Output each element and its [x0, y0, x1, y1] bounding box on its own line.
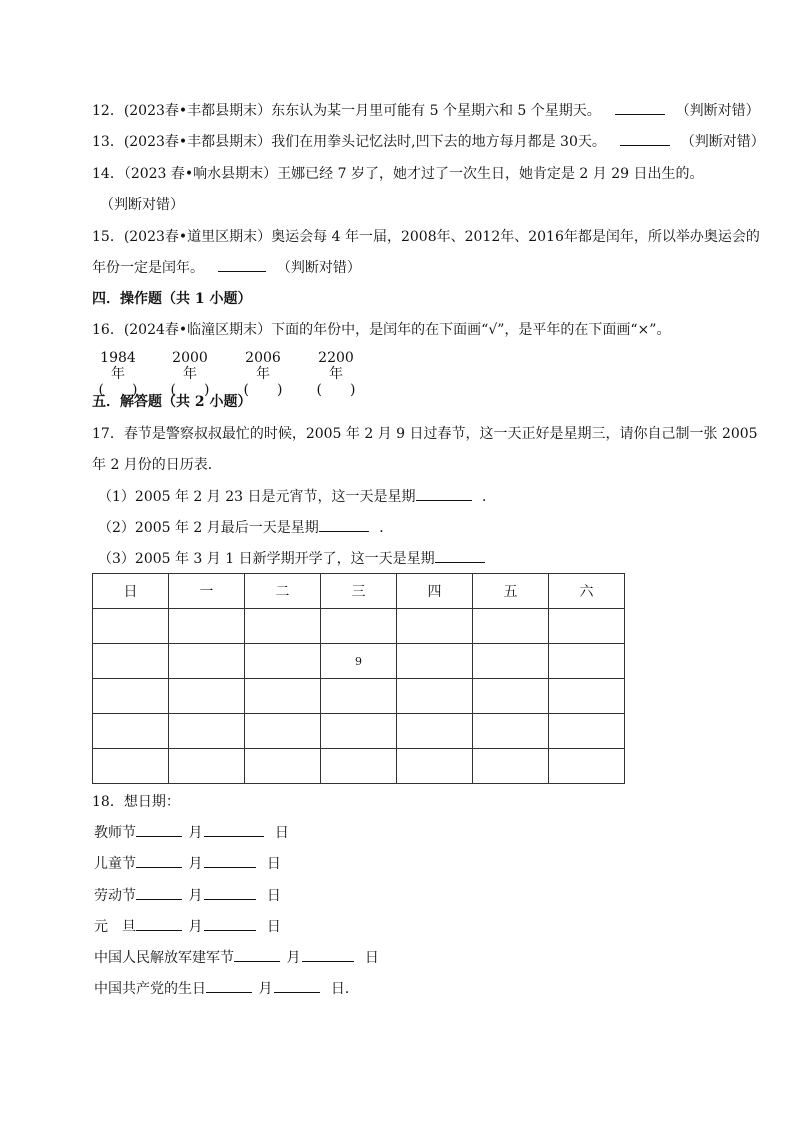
calendar-cell[interactable]: [321, 714, 397, 749]
calendar-week-row: [93, 609, 625, 644]
calendar-cell[interactable]: [397, 714, 473, 749]
holiday-name: 劳动节: [94, 888, 136, 904]
question-17-sub1: [98, 488, 496, 506]
day-blank[interactable]: [204, 918, 256, 931]
calendar-cell[interactable]: [473, 679, 549, 714]
question-16: 16．(2024春•临潼区期末）下面的年份中，是闰年的在下面画“√”，是平年的在下面画“×”。: [92, 322, 671, 338]
weekday-header: 一: [169, 574, 245, 609]
year-item: [164, 350, 216, 398]
calendar-cell[interactable]: [473, 644, 549, 679]
answer-parentheses[interactable]: ( ): [170, 382, 210, 398]
calendar-cell[interactable]: [245, 644, 321, 679]
year-item: [92, 350, 144, 398]
calendar-cell[interactable]: [93, 609, 169, 644]
calendar-cell[interactable]: [473, 609, 549, 644]
answer-blank[interactable]: [416, 488, 472, 501]
month-blank[interactable]: [136, 887, 182, 900]
calendar-cell[interactable]: [245, 679, 321, 714]
calendar-cell[interactable]: [321, 609, 397, 644]
day-blank[interactable]: [204, 824, 264, 837]
section-heading-4: 四．操作题（共 1 小题）: [92, 291, 252, 307]
question-17-line2: 年 2 月份的日历表．: [92, 457, 222, 473]
day-blank[interactable]: [302, 949, 354, 962]
calendar-cell[interactable]: [245, 749, 321, 784]
weekday-header: 五: [473, 574, 549, 609]
answer-blank[interactable]: [615, 102, 665, 115]
calendar-cell[interactable]: [169, 644, 245, 679]
question-13-text: 13．(2023春•丰都县期末）我们在用拳头记忆法时,凹下去的地方每月都是 30天。: [92, 134, 606, 150]
day-label: 日: [266, 888, 281, 904]
calendar-week-row: [93, 749, 625, 784]
date-item-labor-day: [94, 887, 281, 905]
month-blank[interactable]: [234, 949, 280, 962]
day-blank[interactable]: [204, 855, 256, 868]
calendar-cell[interactable]: [169, 679, 245, 714]
date-item-party-birthday: [94, 980, 359, 998]
day-blank[interactable]: [204, 887, 256, 900]
answer-blank[interactable]: [319, 519, 369, 532]
calendar-cell[interactable]: [549, 644, 625, 679]
answer-parentheses[interactable]: ( ): [243, 382, 283, 398]
question-15-line2: [92, 259, 361, 277]
calendar-cell[interactable]: [473, 749, 549, 784]
year-label: 1984 年: [100, 350, 136, 382]
month-blank[interactable]: [136, 918, 182, 931]
holiday-name: 元 旦: [94, 919, 136, 935]
calendar-cell[interactable]: [397, 609, 473, 644]
weekday-header: 三: [321, 574, 397, 609]
year-label: 2000 年: [172, 350, 208, 382]
judge-hint: （判断对错）: [276, 260, 361, 276]
calendar-cell[interactable]: [169, 714, 245, 749]
question-17-sub2: [98, 519, 393, 537]
calendar-cell[interactable]: [397, 679, 473, 714]
day-label: 日: [364, 950, 379, 966]
calendar-cell[interactable]: [549, 714, 625, 749]
question-18-title: 18．想日期：: [92, 794, 180, 810]
day-blank[interactable]: [274, 980, 320, 993]
sub-question-text: （1）2005 年 2 月 23 日是元宵节，这一天是星期: [98, 489, 416, 505]
holiday-name: 中国共产党的生日: [94, 981, 206, 997]
answer-blank[interactable]: [620, 133, 670, 146]
calendar-week-row: [93, 714, 625, 749]
question-17-line1: 17．春节是警察叔叔最忙的时候，2005 年 2 月 9 日过春节，这一天正好是星期三，请你自己制一张 2005: [92, 426, 758, 442]
holiday-name: 儿童节: [94, 856, 136, 872]
date-item-army-day: [94, 949, 379, 967]
answer-parentheses[interactable]: ( ): [316, 382, 356, 398]
weekday-header: 六: [549, 574, 625, 609]
calendar-cell[interactable]: [321, 679, 397, 714]
weekday-header: 日: [93, 574, 169, 609]
month-label: 月: [188, 919, 203, 935]
sub-question-text: （2）2005 年 2 月最后一天是星期: [98, 520, 319, 536]
calendar-cell[interactable]: [93, 644, 169, 679]
calendar-cell[interactable]: [549, 749, 625, 784]
date-item-childrens-day: [94, 855, 281, 873]
day-label: 日．: [330, 981, 359, 997]
month-label: 月: [188, 888, 203, 904]
question-12: [92, 102, 760, 120]
calendar-table: [92, 573, 625, 784]
year-item: [310, 350, 362, 398]
question-14-line1: 14．（2023 春•响水县期末）王娜已经 7 岁了，她才过了一次生日，她肯定是 2 月 29 日出生的。: [92, 166, 704, 182]
month-blank[interactable]: [136, 855, 182, 868]
month-label: 月: [258, 981, 273, 997]
question-15-line1: 15．(2023春•道里区期末）奥运会每 4 年一届，2008年、2012年、2016年都是闰年，所以举办奥运会的: [92, 229, 760, 245]
year-label: 2200 年: [318, 350, 354, 382]
calendar-cell[interactable]: [93, 679, 169, 714]
judge-hint: （判断对错）: [675, 103, 760, 119]
month-label: 月: [188, 856, 203, 872]
calendar-week-row: [93, 644, 625, 679]
day-label: 日: [274, 825, 289, 841]
calendar-header-row: [93, 574, 625, 609]
date-item-teachers-day: [94, 824, 289, 842]
year-item: [237, 350, 289, 398]
sub-question-text: （3）2005 年 3 月 1 日新学期开学了，这一天是星期: [98, 551, 435, 567]
section-heading-5: 五．解答题（共 2 小题）: [92, 394, 252, 410]
day-label: 日: [266, 856, 281, 872]
calendar-cell-given: 9: [321, 644, 397, 679]
calendar-cell[interactable]: [321, 749, 397, 784]
answer-blank[interactable]: [435, 550, 485, 563]
period: ．: [379, 520, 394, 536]
calendar-cell[interactable]: [245, 609, 321, 644]
holiday-name: 中国人民解放军建军节: [94, 950, 234, 966]
calendar-cell[interactable]: [549, 609, 625, 644]
judge-hint: （判断对错）: [680, 134, 765, 150]
calendar-cell[interactable]: [169, 749, 245, 784]
month-label: 月: [188, 825, 203, 841]
calendar-cell[interactable]: [549, 679, 625, 714]
year-label: 2006 年: [245, 350, 281, 382]
calendar-cell[interactable]: [93, 749, 169, 784]
date-item-new-year: [94, 918, 281, 936]
month-blank[interactable]: [206, 980, 252, 993]
calendar-cell[interactable]: [397, 749, 473, 784]
calendar-cell[interactable]: [245, 714, 321, 749]
period: ．: [481, 489, 496, 505]
month-label: 月: [286, 950, 301, 966]
question-13: [92, 133, 765, 151]
question-15-text: 年份一定是闰年。: [92, 260, 204, 276]
question-12-text: 12．(2023春•丰都县期末）东东认为某一月里可能有 5 个星期六和 5 个星期天。: [92, 103, 601, 119]
day-label: 日: [266, 919, 281, 935]
question-14-line2: （判断对错）: [100, 197, 184, 213]
answer-blank[interactable]: [218, 259, 266, 272]
question-17-sub3: [98, 550, 485, 568]
calendar-week-row: [93, 679, 625, 714]
calendar-cell[interactable]: [169, 609, 245, 644]
weekday-header: 二: [245, 574, 321, 609]
month-blank[interactable]: [136, 824, 182, 837]
weekday-header: 四: [397, 574, 473, 609]
calendar-cell[interactable]: [397, 644, 473, 679]
answer-parentheses[interactable]: ( ): [98, 382, 138, 398]
holiday-name: 教师节: [94, 825, 136, 841]
calendar-cell[interactable]: [93, 714, 169, 749]
calendar-cell[interactable]: [473, 714, 549, 749]
